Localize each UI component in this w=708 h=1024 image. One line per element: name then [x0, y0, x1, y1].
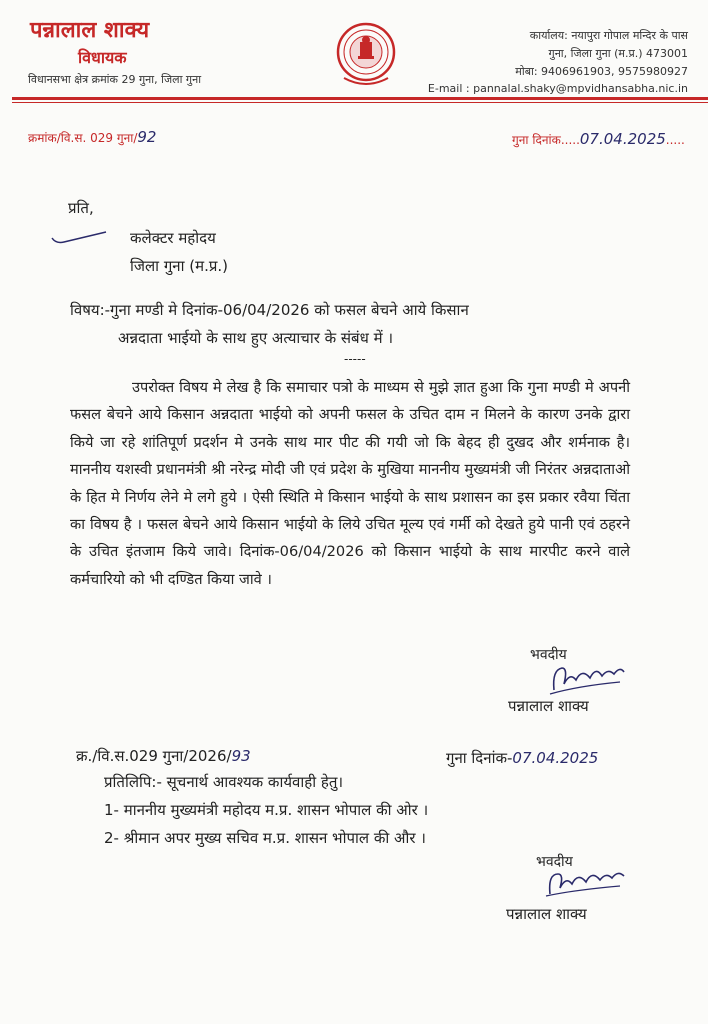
signature1-icon — [548, 660, 628, 698]
signature1-name: पन्नालाल शाक्य — [508, 697, 589, 715]
reference-number-label: क्रमांक/वि.स. 029 गुना/ — [28, 131, 138, 145]
letterhead-office: कार्यालय: नयापुरा गोपाल मन्दिर के पास — [529, 29, 688, 42]
signature2-icon — [544, 866, 628, 902]
reference-date: गुना दिनांक.....07.04.2025..... — [512, 130, 685, 148]
reference-date-value: 07.04.2025 — [579, 130, 666, 148]
salutation: प्रति, — [68, 199, 94, 217]
header-divider-thin — [12, 102, 708, 103]
copy-ref-value: 93 — [231, 747, 251, 765]
reference-number-value: 92 — [137, 128, 157, 146]
body-paragraph — [70, 374, 630, 593]
signature2-closing: भवदीय — [536, 854, 573, 870]
reference-number — [28, 128, 156, 146]
government-seal-icon — [336, 18, 396, 90]
tick-mark-icon — [50, 228, 110, 248]
addressee-line1: कलेक्टर महोदय — [130, 229, 216, 247]
copy-intro: प्रतिलिपि:- सूचनार्थ आवश्यक कार्यवाही हेतु। — [104, 773, 344, 791]
body-text: उपरोक्त विषय मे लेख है कि समाचार पत्रो के माध्यम से मुझे ज्ञात हुआ कि गुना मण्डी मे अपनी फसल बेचने आये किसान अन्नदाता भाईयो को अपनी फसल के उचित दाम न मिलने के कारण उनके द्वारा किये जा रहे शांतिपूर्ण प्रदर्शन मे उनके साथ मार पीट की गयी जो कि बेहद ही दुखद और शर्मनाक है। माननीय यशस्वी प्रधानमंत्री श्री नरेन्द्र मोदी जी एवं प्रदेश के मुखिया माननीय मुख्यमंत्री जी निरंतर अन्नदाताओ के हित मे निर्णय लेने मे लगे हुये । ऐसी स्थिति मे किसान भाईयो के साथ प्रशासन का इस प्रकार रवैया चिंता का विषय है । फसल बेचने आये किसान भाईयो के लिये उचित मूल्य एवं गर्मी को देखते हुये पानी एवं ठहरने के उचित इंतजाम किये जावे। दिनांक-06/04/2026 को किसान भाईयो के साथ मारपीट करने वाले कर्मचारियो को भी दण्डित किया जावे । — [70, 379, 630, 588]
copy-date-value: 07.04.2025 — [512, 749, 599, 767]
signature2-name: पन्नालाल शाक्य — [506, 905, 587, 923]
copy-date — [446, 748, 598, 768]
copy-date-label: गुना दिनांक- — [446, 749, 513, 767]
copy-ref-label: क्र./वि.स.029 गुना/2026/ — [76, 747, 232, 765]
signature1-closing: भवदीय — [530, 647, 567, 663]
header-divider — [12, 97, 708, 100]
subject-line2: अन्नदाता भाईयो के साथ हुए अत्याचार के संबंध में । — [118, 329, 394, 347]
copy-item-1: 1- माननीय मुख्यमंत्री महोदय म.प्र. शासन भोपाल की ओर । — [104, 801, 429, 819]
subject-divider: ----- — [344, 352, 366, 366]
letterhead-email[interactable]: E-mail : pannalal.shaky@mpvidhansabha.nic.in — [427, 82, 688, 95]
copy-item-2: 2- श्रीमान अपर मुख्य सचिव म.प्र. शासन भोपाल की और । — [104, 829, 426, 847]
letterhead-title: विधायक — [78, 48, 127, 67]
letterhead-constituency: विधानसभा क्षेत्र क्रमांक 29 गुना, जिला गुना — [28, 73, 202, 86]
letterhead-city: गुना, जिला गुना (म.प्र.) 473001 — [548, 47, 688, 60]
subject-line1: विषय:-गुना मण्डी मे दिनांक-06/04/2026 को फसल बेचने आये किसान — [70, 301, 469, 319]
reference-date-label: गुना दिनांक — [512, 133, 561, 147]
letterhead-mobile: मोबा: 9406961903, 9575980927 — [515, 65, 688, 78]
addressee-line2: जिला गुना (म.प्र.) — [130, 257, 229, 275]
copy-reference — [76, 746, 251, 766]
letterhead-name: पन्नालाल शाक्य — [30, 18, 150, 43]
